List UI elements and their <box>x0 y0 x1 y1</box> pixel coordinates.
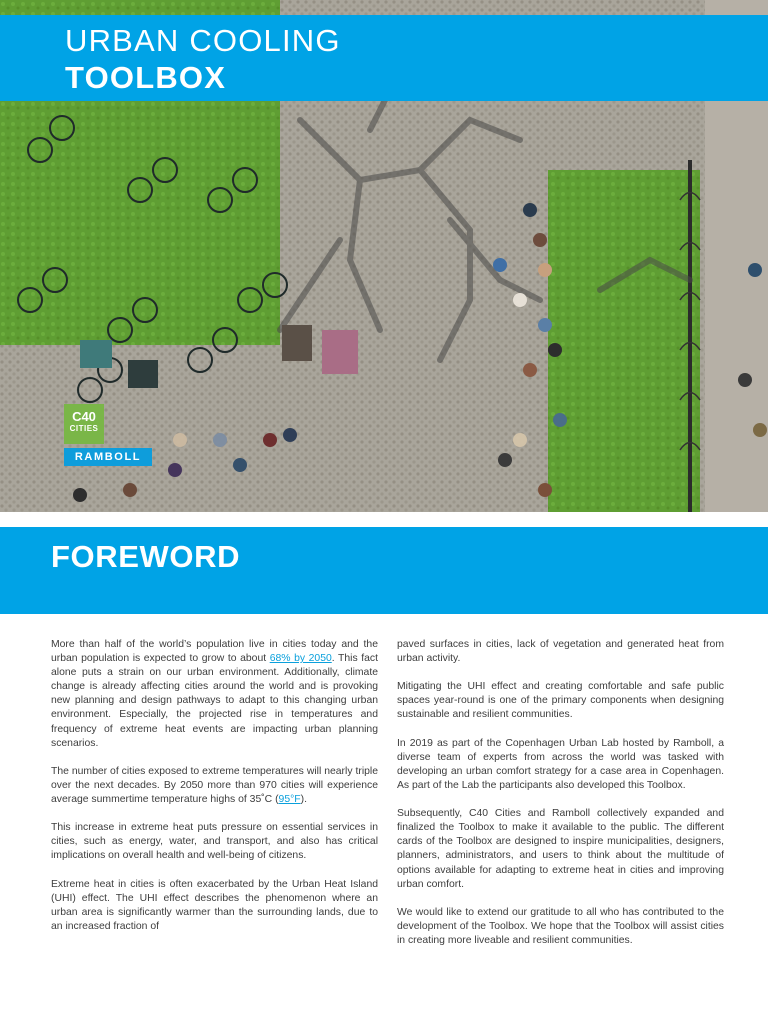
paragraph-text: ). <box>300 794 307 806</box>
temperature-source-link[interactable]: 95°F <box>278 794 301 806</box>
foreword-paragraph <box>51 638 378 751</box>
cover-title-line1: URBAN COOLING <box>65 23 341 58</box>
ramboll-logo: RAMBOLL <box>64 448 152 466</box>
foreword-paragraph: We would like to extend our gratitude to all who has contributed to the development of the Toolbox. We hope that the Toolbox will assist cities in creating more liveable and resilient communities. <box>397 906 724 946</box>
foreword-paragraph: paved surfaces in cities, lack of vegetation and generated heat from urban activity. <box>397 639 724 665</box>
foreword-paragraph: Mitigating the UHI effect and creating comfortable and safe public spaces year-round is one of the primary components when designing sustainable and resilient communities. <box>397 681 724 721</box>
foreword-banner <box>0 527 768 614</box>
foreword-paragraph: In 2019 as part of the Copenhagen Urban Lab hosted by Ramboll, a diverse team of experts from across the world was tasked with developing an urban comfort strategy for a case area in Copenhagen. As part of the Lab the participants also developed this Toolbox. <box>397 737 724 791</box>
cover-title-line2: TOOLBOX <box>65 60 227 95</box>
foreword-heading: FOREWORD <box>51 539 241 574</box>
c40-logo-text-bottom: CITIES <box>69 424 99 433</box>
paragraph-text: More than half of the world’s population live in cities today and the urban population is expected to grow to about <box>51 639 378 665</box>
population-source-link[interactable]: 68% by 2050 <box>269 653 332 665</box>
foreword-left-column <box>51 638 378 948</box>
c40-logo-text-top: C40 <box>72 409 96 424</box>
foreword-paragraph <box>51 765 378 807</box>
cover-title-banner <box>0 15 768 101</box>
paragraph-text: The number of cities exposed to extreme temperatures will nearly triple over the next decades. By 2050 more than 970 cities will experience average summertime temperature highs of 35˚C ( <box>51 765 378 806</box>
foreword-paragraph: Extreme heat in cities is often exacerbated by the Urban Heat Island (UHI) effect. The UHI effect describes the phenomenon where an urban area is significantly warmer than the surrounding lands, due to an increased fraction of <box>51 878 378 932</box>
foreword-paragraph: Subsequently, C40 Cities and Ramboll collectively expanded and finalized the Toolbox to make it available to the public. The different cards of the Toolbox are designed to inspire municipalities, designers, planners, administrators, and users to think about the multitude of options available for adapting to extreme heat in cities and improving urban comfort. <box>397 808 724 890</box>
c40-cities-logo <box>64 404 104 444</box>
paragraph-text: . This fact alone puts a strain on our urban environment. Additionally, climate change is already affecting cities around the world and is provoking new planning and design pathways to adapt to this changing urban environment. Especially, the projected rise in temperatures and frequency of extreme heat events are impacting urban planning scenarios. <box>51 653 378 749</box>
foreword-paragraph: This increase in extreme heat puts pressure on essential services in cities, such as energy, water, and transport, and also has critical implications on overall health and well-being of citizens. <box>51 822 378 862</box>
foreword-right-column <box>397 638 724 962</box>
